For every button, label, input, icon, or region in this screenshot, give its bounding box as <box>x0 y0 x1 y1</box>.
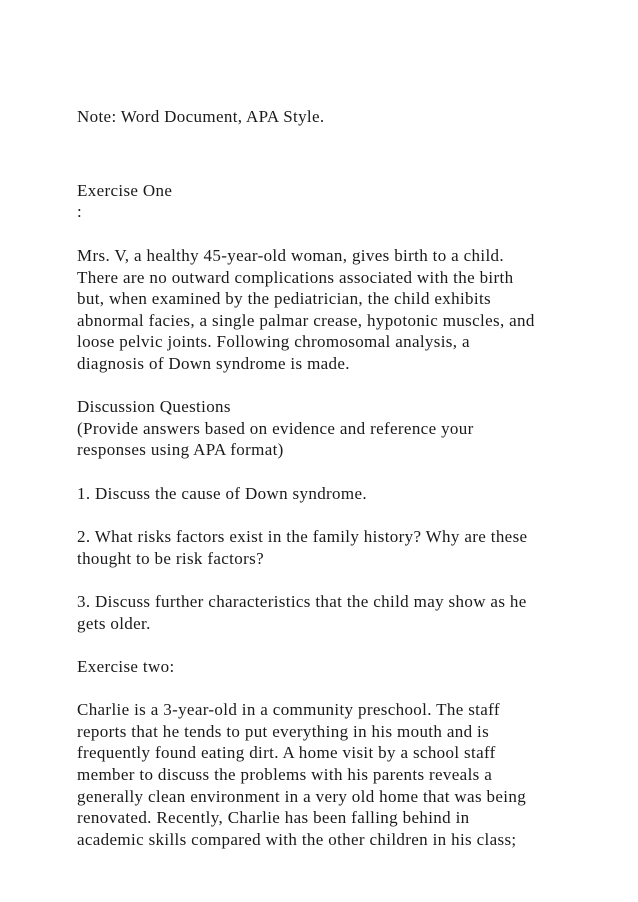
case-line: loose pelvic joints. Following chromosomal analysis, a <box>77 332 470 351</box>
case-line: reports that he tends to put everything in his mouth and is <box>77 722 490 741</box>
case-line: renovated. Recently, Charlie has been falling behind in <box>77 808 470 827</box>
question-1: 1. Discuss the cause of Down syndrome. <box>77 484 367 503</box>
case-line: generally clean environment in a very old home that was being <box>77 787 527 806</box>
discussion-note-line: (Provide answers based on evidence and reference your <box>77 419 474 438</box>
discussion-heading: Discussion Questions <box>77 397 231 416</box>
question-3-line: 3. Discuss further characteristics that the child may show as he <box>77 592 527 611</box>
case-line: Charlie is a 3-year-old in a community preschool. The staff <box>77 700 500 719</box>
case-line: abnormal facies, a single palmar crease, hypotonic muscles, and <box>77 311 535 330</box>
case-line: diagnosis of Down syndrome is made. <box>77 354 350 373</box>
case-line: frequently found eating dirt. A home visit by a school staff <box>77 743 496 762</box>
question-2-line: 2. What risks factors exist in the family history? Why are these <box>77 527 528 546</box>
case-line: member to discuss the problems with his parents reveals a <box>77 765 493 784</box>
exercise-one-heading: Exercise One <box>77 181 173 200</box>
discussion-note-line: responses using APA format) <box>77 440 284 459</box>
exercise-two-heading: Exercise two: <box>77 657 175 676</box>
case-line: but, when examined by the pediatrician, the child exhibits <box>77 289 492 308</box>
document-note: Note: Word Document, APA Style. <box>77 107 325 126</box>
case-line: academic skills compared with the other children in his class; <box>77 830 517 849</box>
exercise-one-colon: : <box>77 202 83 221</box>
question-2-line: thought to be risk factors? <box>77 549 264 568</box>
case-line: Mrs. V, a healthy 45-year-old woman, gives birth to a child. <box>77 246 505 265</box>
case-line: There are no outward complications associated with the birth <box>77 268 514 287</box>
question-3-line: gets older. <box>77 614 151 633</box>
